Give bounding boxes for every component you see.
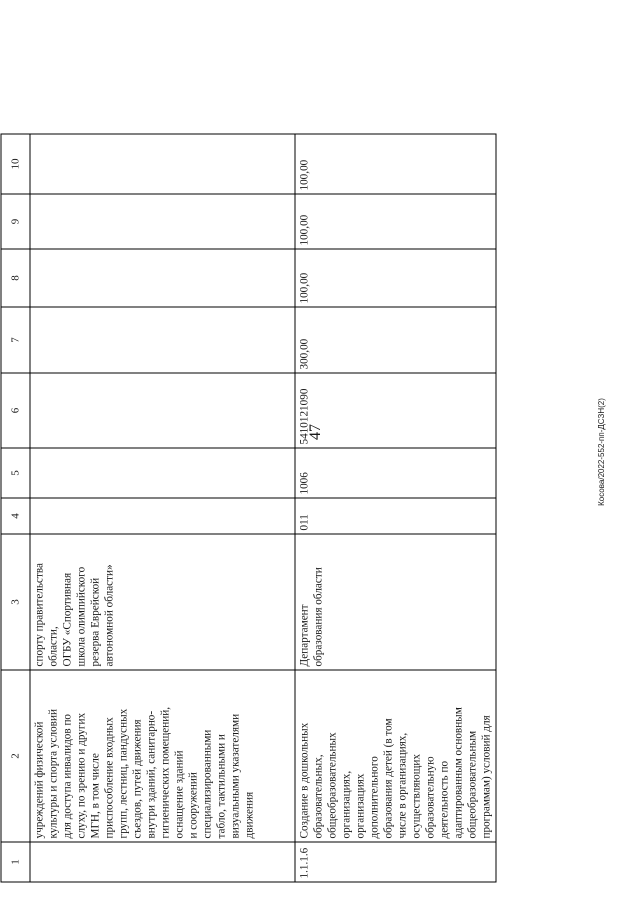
section-code-cell bbox=[30, 448, 295, 498]
header-cell: 8 bbox=[1, 249, 30, 307]
header-cell: 3 bbox=[1, 534, 30, 670]
amount-year-cell: 100,00 bbox=[295, 249, 496, 307]
amount-total-cell bbox=[30, 307, 295, 373]
row-number-cell bbox=[30, 842, 295, 882]
table-header-row bbox=[1, 134, 30, 882]
amount-year-cell bbox=[30, 194, 295, 249]
row-number-cell: 1.1.1.6 bbox=[295, 842, 496, 882]
responsible-executor-cell: Департамент образования области bbox=[295, 534, 496, 670]
budget-table bbox=[1, 134, 497, 883]
amount-year-cell bbox=[30, 134, 295, 194]
measure-description-cell: учреждений физической культуры и спорта условий для доступа инвалидов по слуху, по зрению и других МГН, в том числе приспособление входных групп, лестниц, пандусных съездов, путей движения внутри зданий, санитарно- гигиенических помещений, оснащение зданий и сооружений специализированными табло, тактильными и визуальными указателями движения bbox=[30, 670, 295, 842]
header-cell: 6 bbox=[1, 373, 30, 448]
budget-table-container bbox=[1, 158, 493, 883]
amount-year-cell bbox=[30, 249, 295, 307]
header-cell: 10 bbox=[1, 134, 30, 194]
measure-description-cell: Создание в дошкольных образовательных, общеобразовательных организациях, организациях дополнительного образования детей (в том числе в организациях, осуществляющих образовательную деятельность по адаптированным основным общеобразовательным программам) условий для bbox=[295, 670, 496, 842]
section-code-cell: 1006 bbox=[295, 448, 496, 498]
responsible-executor-cell: спорту правительства области, ОГБУ «Спортивная школа олимпийского резерва Еврейской автономной области» bbox=[30, 534, 295, 670]
header-cell: 2 bbox=[1, 670, 30, 842]
header-cell: 1 bbox=[1, 842, 30, 882]
target-article-cell: 5410121090 bbox=[295, 373, 496, 448]
table-row bbox=[295, 134, 496, 882]
header-cell: 7 bbox=[1, 307, 30, 373]
target-article-cell bbox=[30, 373, 295, 448]
amount-total-cell: 300,00 bbox=[295, 307, 496, 373]
table-row bbox=[30, 134, 295, 882]
page-number: 47 bbox=[307, 424, 324, 440]
header-cell: 5 bbox=[1, 448, 30, 498]
document-id: Косова/2022-552-пп-ДСЗН(2) bbox=[597, 398, 606, 506]
budget-code-cell: 011 bbox=[295, 498, 496, 534]
header-cell: 4 bbox=[1, 498, 30, 534]
budget-code-cell bbox=[30, 498, 295, 534]
header-cell: 9 bbox=[1, 194, 30, 249]
amount-year-cell: 100,00 bbox=[295, 194, 496, 249]
amount-year-cell: 100,00 bbox=[295, 134, 496, 194]
